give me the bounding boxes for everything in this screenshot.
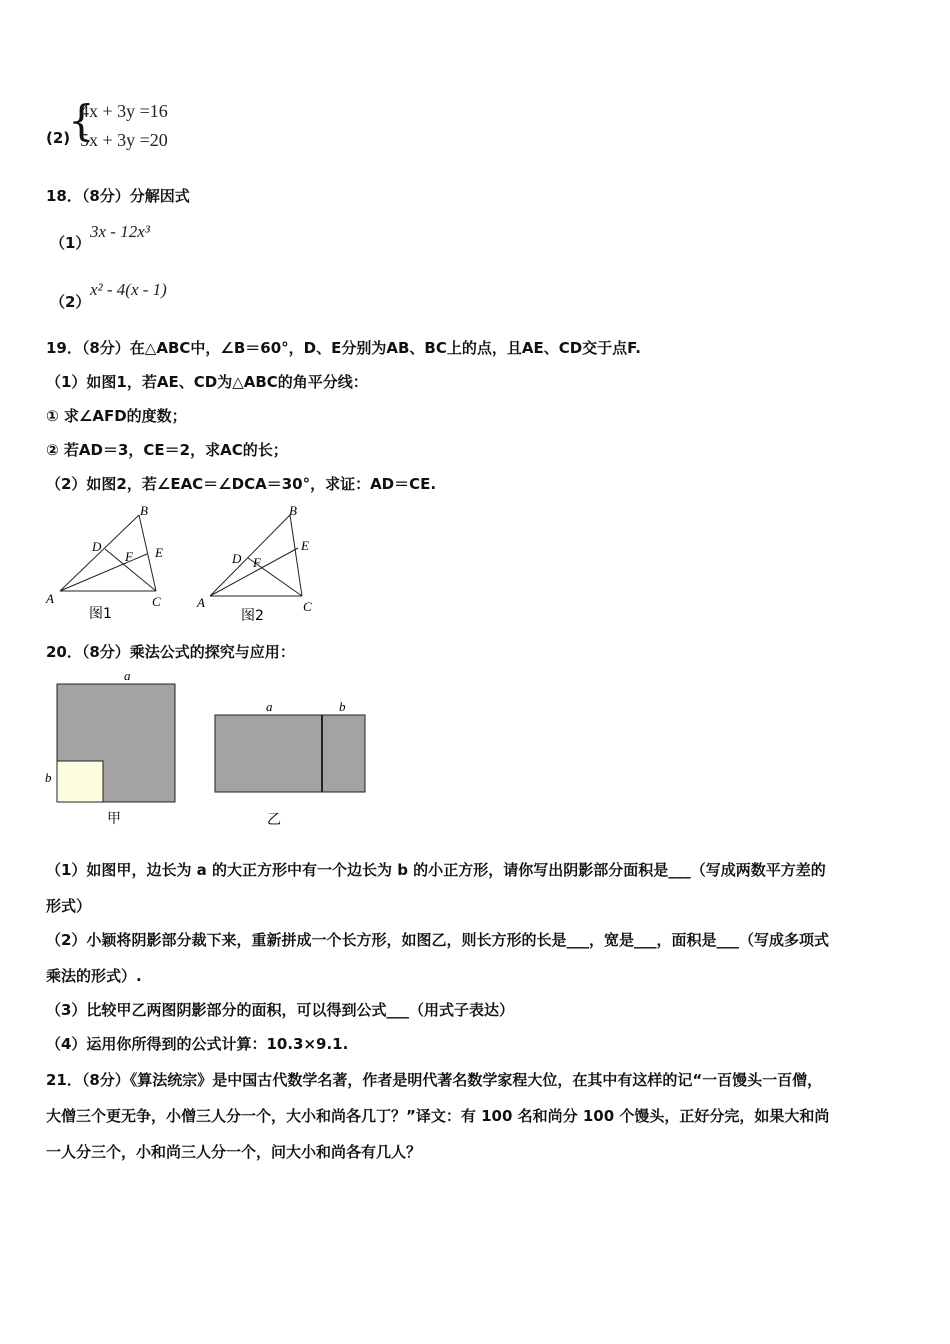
fig2-label-b: B bbox=[289, 503, 297, 518]
fig1-caption: 图1 bbox=[89, 606, 112, 622]
fig2-caption: 图2 bbox=[241, 608, 264, 624]
jia-label-b: b bbox=[45, 770, 52, 785]
q18-part1-expression: 3x - 12x³ bbox=[90, 222, 150, 241]
q18-part1-label: （1） bbox=[50, 234, 91, 252]
fig2-side-ab bbox=[210, 515, 290, 596]
q20-part2-line1: （2）小颖将阴影部分裁下来，重新拼成一个长方形，如图乙，则长方形的长是___，宽是___，面积是___（写成多项式 bbox=[46, 931, 829, 949]
system-brace: { bbox=[68, 96, 95, 145]
q19-line3: ② 若AD＝3，CE＝2，求AC的长； bbox=[46, 441, 288, 459]
fig2-label-c: C bbox=[303, 599, 312, 614]
q20-part3: （3）比较甲乙两图阴影部分的面积，可以得到公式___（用式子表达） bbox=[46, 1001, 514, 1019]
jia-caption: 甲 bbox=[107, 811, 121, 827]
fig2-label-e: E bbox=[301, 538, 309, 553]
square-figure-jia bbox=[40, 668, 185, 830]
q19-title: 19．（8分）在△ABC中，∠B＝60°，D、E分别为AB、BC上的点，且AE、CD交于点F. bbox=[46, 339, 641, 357]
jia-label-a: a bbox=[124, 668, 131, 683]
fig2-label-d: D bbox=[232, 551, 242, 566]
fig1-label-f: F bbox=[125, 549, 133, 564]
fig1-label-b: B bbox=[140, 503, 148, 518]
rectangle-figure-yi bbox=[205, 695, 375, 830]
fig1-label-d: D bbox=[92, 539, 102, 554]
q21-line1: 21．（8分）《算法统宗》是中国古代数学名著，作者是明代著名数学家程大位，在其中有这样的记“一百馒头一百僧， bbox=[46, 1071, 823, 1089]
triangle-figure-2 bbox=[195, 500, 335, 628]
fig1-label-a: A bbox=[46, 591, 54, 606]
q21-line3: 一人分三个，小和尚三人分一个，问大小和尚各有几人？ bbox=[46, 1143, 422, 1161]
q18-part2-expression: x² - 4(x - 1) bbox=[90, 280, 167, 299]
q20-part1-line2: 形式） bbox=[46, 897, 92, 915]
yi-rectangle bbox=[215, 715, 365, 792]
q20-part2-line2: 乘法的形式）. bbox=[46, 967, 142, 985]
q20-part4: （4）运用你所得到的公式计算：10.3×9.1. bbox=[46, 1035, 349, 1053]
q19-line4: （2）如图2，若∠EAC＝∠DCA＝30°，求证：AD＝CE. bbox=[46, 475, 437, 493]
q19-line2: ① 求∠AFD的度数； bbox=[46, 407, 187, 425]
q17-equation-2: 5x + 3y =20 bbox=[80, 130, 168, 150]
yi-label-b: b bbox=[339, 699, 346, 714]
yi-caption: 乙 bbox=[267, 812, 281, 828]
fig2-side-bc bbox=[290, 515, 302, 596]
triangle-figure-1 bbox=[40, 500, 180, 628]
q18-title: 18．（8分）分解因式 bbox=[46, 187, 190, 205]
fig1-label-e: E bbox=[155, 545, 163, 560]
q19-line1: （1）如图1，若AE、CD为△ABC的角平分线： bbox=[46, 373, 368, 391]
q21-line2: 大僧三个更无争，小僧三人分一个，大小和尚各几丁？”译文：有 100 名和尚分 100 个馒头，正好分完，如果大和尚 bbox=[46, 1107, 830, 1125]
fig1-label-c: C bbox=[152, 594, 161, 609]
q17-part2-label: (2) bbox=[46, 129, 71, 147]
jia-small-square bbox=[57, 761, 103, 802]
q18-part2-label: （2） bbox=[50, 293, 91, 311]
q20-title: 20．（8分）乘法公式的探究与应用： bbox=[46, 643, 295, 661]
yi-label-a: a bbox=[266, 699, 273, 714]
fig2-label-f: F bbox=[253, 555, 261, 570]
q17-equation-1: 4x + 3y =16 bbox=[80, 101, 168, 121]
q20-part1-line1: （1）如图甲，边长为 a 的大正方形中有一个边长为 b 的小正方形，请你写出阴影部分面积是___（写成两数平方差的 bbox=[46, 861, 826, 879]
fig2-label-a: A bbox=[197, 595, 205, 610]
